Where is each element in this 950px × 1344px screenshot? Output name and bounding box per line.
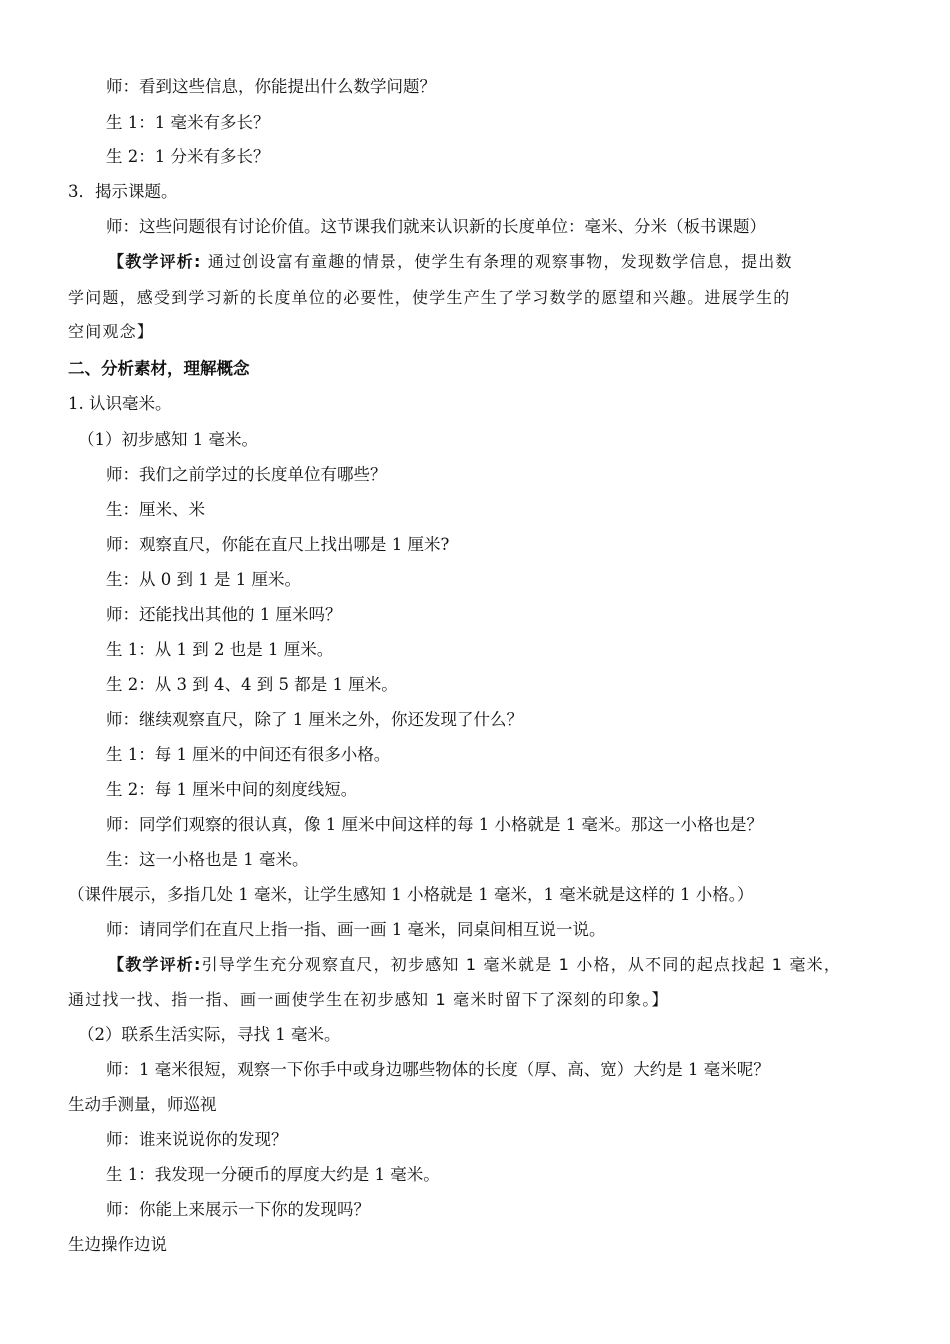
- courseware-note: （课件展示，多指几处 1 毫米，让学生感知 1 小格就是 1 毫米，1 毫米就是这样的 1 小格。）: [68, 885, 754, 904]
- teaching-comment: [108, 953, 890, 977]
- dialogue-line: 生：厘米、米: [106, 500, 205, 519]
- dialogue-line: 师：同学们观察的很认真，像 1 厘米中间这样的每 1 小格就是 1 毫米。那这一小格也是？: [106, 815, 763, 834]
- dialogue-line: 师：1 毫米很短，观察一下你手中或身边哪些物体的长度（厚、高、宽）大约是 1 毫米呢？: [106, 1060, 770, 1079]
- dialogue-line: 师：观察直尺，你能在直尺上找出哪是 1 厘米?: [106, 535, 450, 554]
- dialogue-line: 师：看到这些信息，你能提出什么数学问题？: [106, 77, 436, 96]
- dialogue-line: 师：请同学们在直尺上指一指、画一画 1 毫米，同桌间相互说一说。: [106, 920, 606, 939]
- dialogue-line: 生 2：每 1 厘米中间的刻度线短。: [106, 780, 358, 799]
- dialogue-line: 生 1：我发现一分硬币的厚度大约是 1 毫米。: [106, 1165, 440, 1184]
- teaching-comment-end: 通过找一找、指一指、画一画使学生在初步感知 1 毫米时留下了深刻的印象。】: [68, 990, 669, 1009]
- activity-note: 生边操作边说: [68, 1235, 167, 1254]
- dialogue-line: 师：还能找出其他的 1 厘米吗？: [106, 605, 342, 624]
- subsection-item: （1）初步感知 1 毫米。: [78, 430, 258, 449]
- comment-tag: 【教学评析:: [108, 955, 202, 974]
- subsection-item: （2）联系生活实际，寻找 1 毫米。: [78, 1025, 341, 1044]
- teaching-comment-end: 空间观念】: [68, 322, 155, 341]
- dialogue-line: 师：这些问题很有讨论价值。这节课我们就来认识新的长度单位：毫米、分米（板书课题）: [106, 217, 766, 236]
- comment-text: 引导学生充分观察直尺，初步感知 1 毫米就是 1 小格，从不同的起点找起 1 毫米，: [201, 955, 842, 974]
- dialogue-line: 师：你能上来展示一下你的发现吗？: [106, 1200, 370, 1219]
- activity-note: 生动手测量，师巡视: [68, 1095, 217, 1114]
- section-step: 3．揭示课题。: [68, 182, 178, 201]
- dialogue-line: 生：这一小格也是 1 毫米。: [106, 850, 309, 869]
- dialogue-line: 生 1：1 毫米有多长？: [106, 113, 270, 132]
- comment-text: 通过创设富有童趣的情景，使学生有条理的观察事物，发现数学信息，提出数: [207, 252, 793, 271]
- dialogue-line: 师：我们之前学过的长度单位有哪些？: [106, 465, 387, 484]
- subsection-title: 1. 认识毫米。: [68, 394, 172, 413]
- dialogue-line: 生 2：从 3 到 4、4 到 5 都是 1 厘米。: [106, 675, 398, 694]
- dialogue-line: 生 1：从 1 到 2 也是 1 厘米。: [106, 640, 334, 659]
- dialogue-line: 师：谁来说说你的发现？: [106, 1130, 288, 1149]
- comment-tag: 【教学评析:: [108, 252, 202, 271]
- teaching-comment-cont: 学问题，感受到学习新的长度单位的必要性，使学生产生了学习数学的愿望和兴趣。进展学生的: [68, 288, 791, 307]
- dialogue-line: 生：从 0 到 1 是 1 厘米。: [106, 570, 301, 589]
- teaching-comment: [108, 250, 890, 274]
- dialogue-line: 生 1：每 1 厘米的中间还有很多小格。: [106, 745, 391, 764]
- dialogue-line: 生 2：1 分米有多长？: [106, 147, 270, 166]
- dialogue-line: 师：继续观察直尺，除了 1 厘米之外，你还发现了什么？: [106, 710, 523, 729]
- section-heading: 二、分析素材，理解概念: [68, 359, 250, 378]
